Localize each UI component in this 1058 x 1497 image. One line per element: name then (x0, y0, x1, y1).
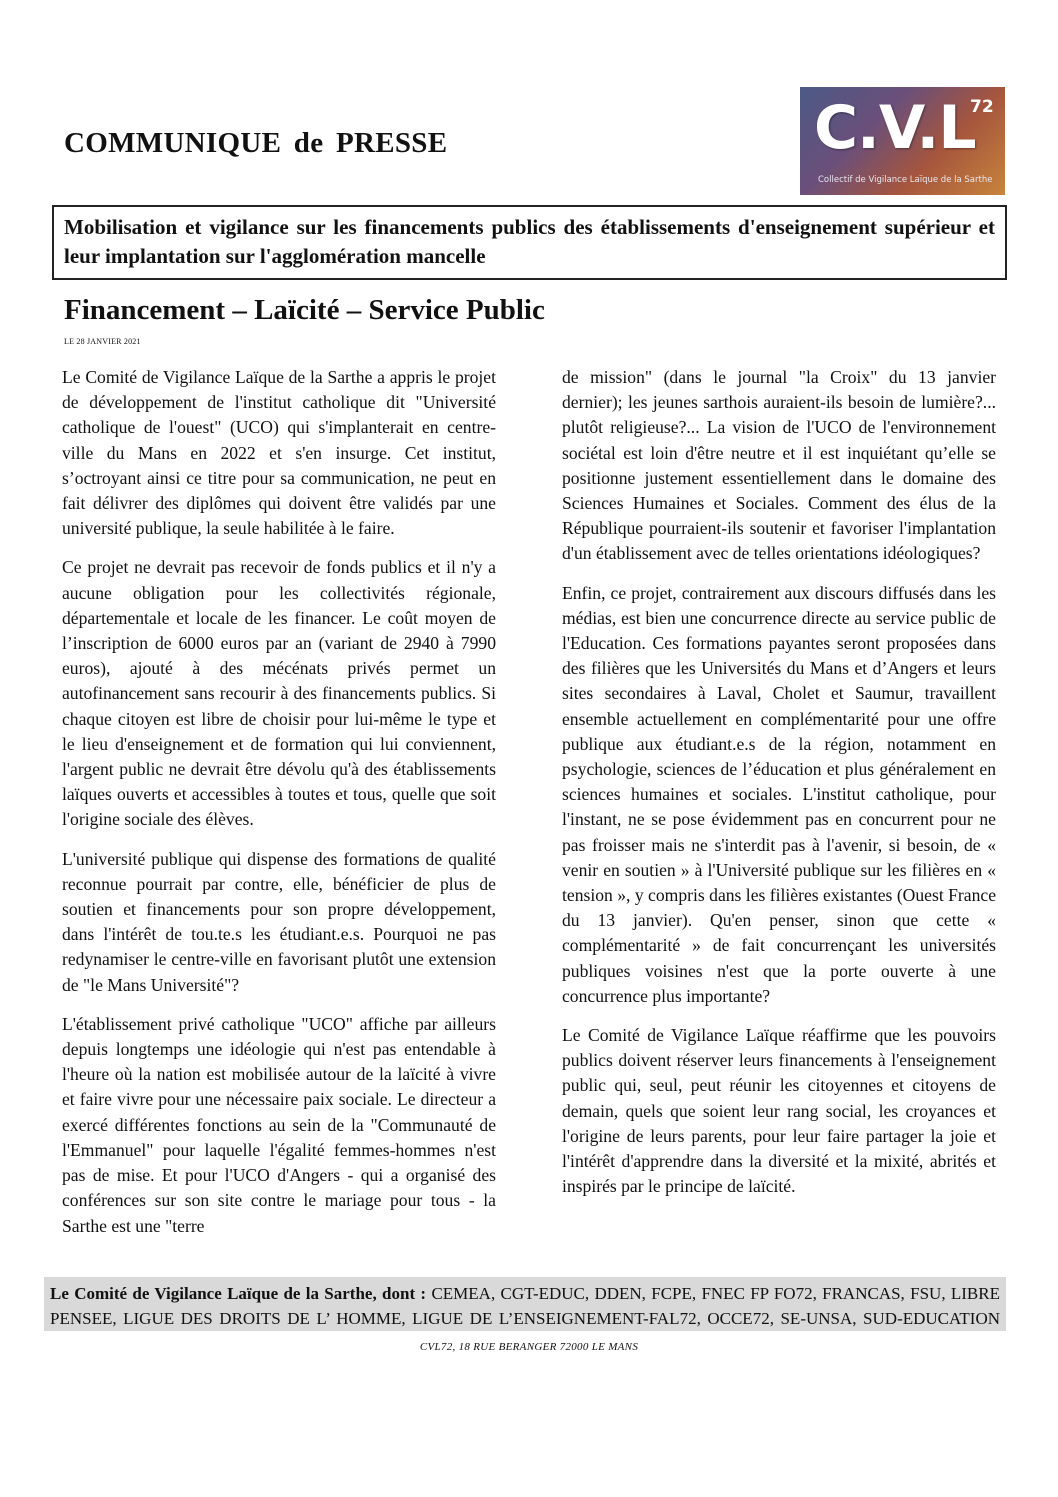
members-label: Le Comité de Vigilance Laïque de la Sarthe, dont : (50, 1284, 427, 1303)
paragraph: de mission" (dans le journal "la Croix" du 13 janvier dernier); les jeunes sarthois auraient-ils besoin de lumière?... plutôt religieuse?... La vision de l'UCO de l'environnement sociétal est loin d'être neutre et il est inquiétant qu’elle se positionne justement essentiellement dans le domaine des Sciences Humaines et Sociales. Comment des élus de la République pourraient-ils soutenir et favoriser l'implantation d'un établissement avec de telles orientations idéologiques? (562, 367, 996, 564)
headline-banner: Mobilisation et vigilance sur les financements publics des établissements d'enseignement supérieur et leur implantation sur l'agglomération mancelle (52, 205, 1007, 280)
cvl-logo (800, 87, 1005, 195)
logo-text: C.V.L (814, 93, 976, 163)
page-title: COMMUNIQUE de PRESSE (64, 127, 448, 159)
publication-date: LE 28 JANVIER 2021 (64, 337, 141, 346)
paragraph: L'université publique qui dispense des formations de qualité reconnue pourrait par contre, elle, bénéficier de plus de soutien et financements pour son propre développement, dans l'intérêt de tou.te.s les étudiant.e.s. Pourquoi ne pas redynamiser le centre-ville en favorisant plutôt une extension de "le Mans Université"? (62, 848, 496, 995)
address: CVL72, 18 RUE BERANGER 72000 LE MANS (419, 1341, 639, 1353)
members-list: CEMEA, CGT-EDUC, DDEN, FCPE, FNEC FP FO72, FRANCAS, FSU, LIBRE PENSEE, LIGUE DES DROITS DE L’ HOMME, LIGUE DE L’ENSEIGNEMENT-FAL72, OCCE72, SE-UNSA, SUD-EDUCATION (50, 1284, 1000, 1328)
paragraph: L'établissement privé catholique "UCO" affiche par ailleurs depuis longtemps une idéologie qui n'est pas entendable à l'heure où la nation est mobilisée autour de la laïcité à vivre et faire vivre pour une nécessaire paix sociale. Le directeur a exercé différentes fonctions au sein de la "Communauté de l'Emmanuel" pour laquelle l'égalité femmes-hommes n'est pas de mise. Et pour l'UCO d'Angers - qui a organisé des conférences sur son site contre le mariage pour tous - la Sarthe est une "terre (62, 1013, 496, 1236)
left-column (62, 365, 496, 1253)
paragraph: Le Comité de Vigilance Laïque réaffirme que les pouvoirs publics doivent réserver leurs financements à l'enseignement public qui, seul, peut réunir les citoyennes et citoyens de demain, quels que soient leur rang social, les croyances et l'origine de leurs parents, pour leur faire partager la joie et l'intérêt d'apprendre dans la diversité et la mixité, abrités et inspirés par le principe de laïcité. (562, 1025, 996, 1197)
paragraph: Enfin, ce projet, contrairement aux discours diffusés dans les médias, est bien une concurrence directe au service public de l'Education. Ces formations payantes seront proposées dans des filières que les Universités du Mans et d’Angers et leurs sites secondaires à Laval, Cholet et Saumur, travaillent ensemble actuellement en complémentarité pour une offre publique aux étudiant.e.s de la région, notamment en psychologie, sciences de l’éducation et plus généralement en sciences humaines et sociales. L'institut catholique, pour l'instant, ne se pose évidemment pas en concurrent pour ne pas froisser mais ne s'interdit pas à l'avenir, si besoin, de « venir en soutien » à l'Université publique sur les filières en « tension », y compris dans les filières existantes (Ouest France du 13 janvier). Qu'en penser, sinon que cette « complémentarité » de fait concurrençant les universités publiques voisines n'est que la porte ouverte à une concurrence plus importante? (562, 582, 996, 1006)
section-title: Financement – Laïcité – Service Public (64, 294, 545, 326)
logo-tagline: Collectif de Vigilance Laïque de la Sarthe (818, 175, 993, 185)
right-column (562, 365, 996, 1214)
paragraph: Ce projet ne devrait pas recevoir de fonds publics et il n'y a aucune obligation pour les collectivités régionale, départementale et locale de les financer. Le coût moyen de l’inscription de 6000 euros par an (variant de 2940 à 7990 euros), ajouté à des mécénats privés permet un autofinancement sans recourir à des financements publics. Si chaque citoyen est libre de choisir pour lui-même le type et le lieu d'enseignement et de formation qui lui conviennent, l'argent public ne devrait être dévolu qu'à des établissements laïques ouverts et accessibles à toutes et tous, quelle que soit l'origine sociale des élèves. (62, 557, 496, 830)
logo-number: 72 (970, 97, 994, 117)
paragraph: Le Comité de Vigilance Laïque de la Sarthe a appris le projet de développement de l'institut catholique dit "Université catholique de l'ouest" (UCO) qui s'implanterait en centre-ville du Mans en 2022 et s'en insurge. Cet institut, s’octroyant ainsi ce titre pour sa communication, ne peut en fait délivrer des diplômes qui doivent être validés par une université publique, la seule habilitée à le faire. (62, 367, 496, 539)
members-box (44, 1277, 1006, 1331)
